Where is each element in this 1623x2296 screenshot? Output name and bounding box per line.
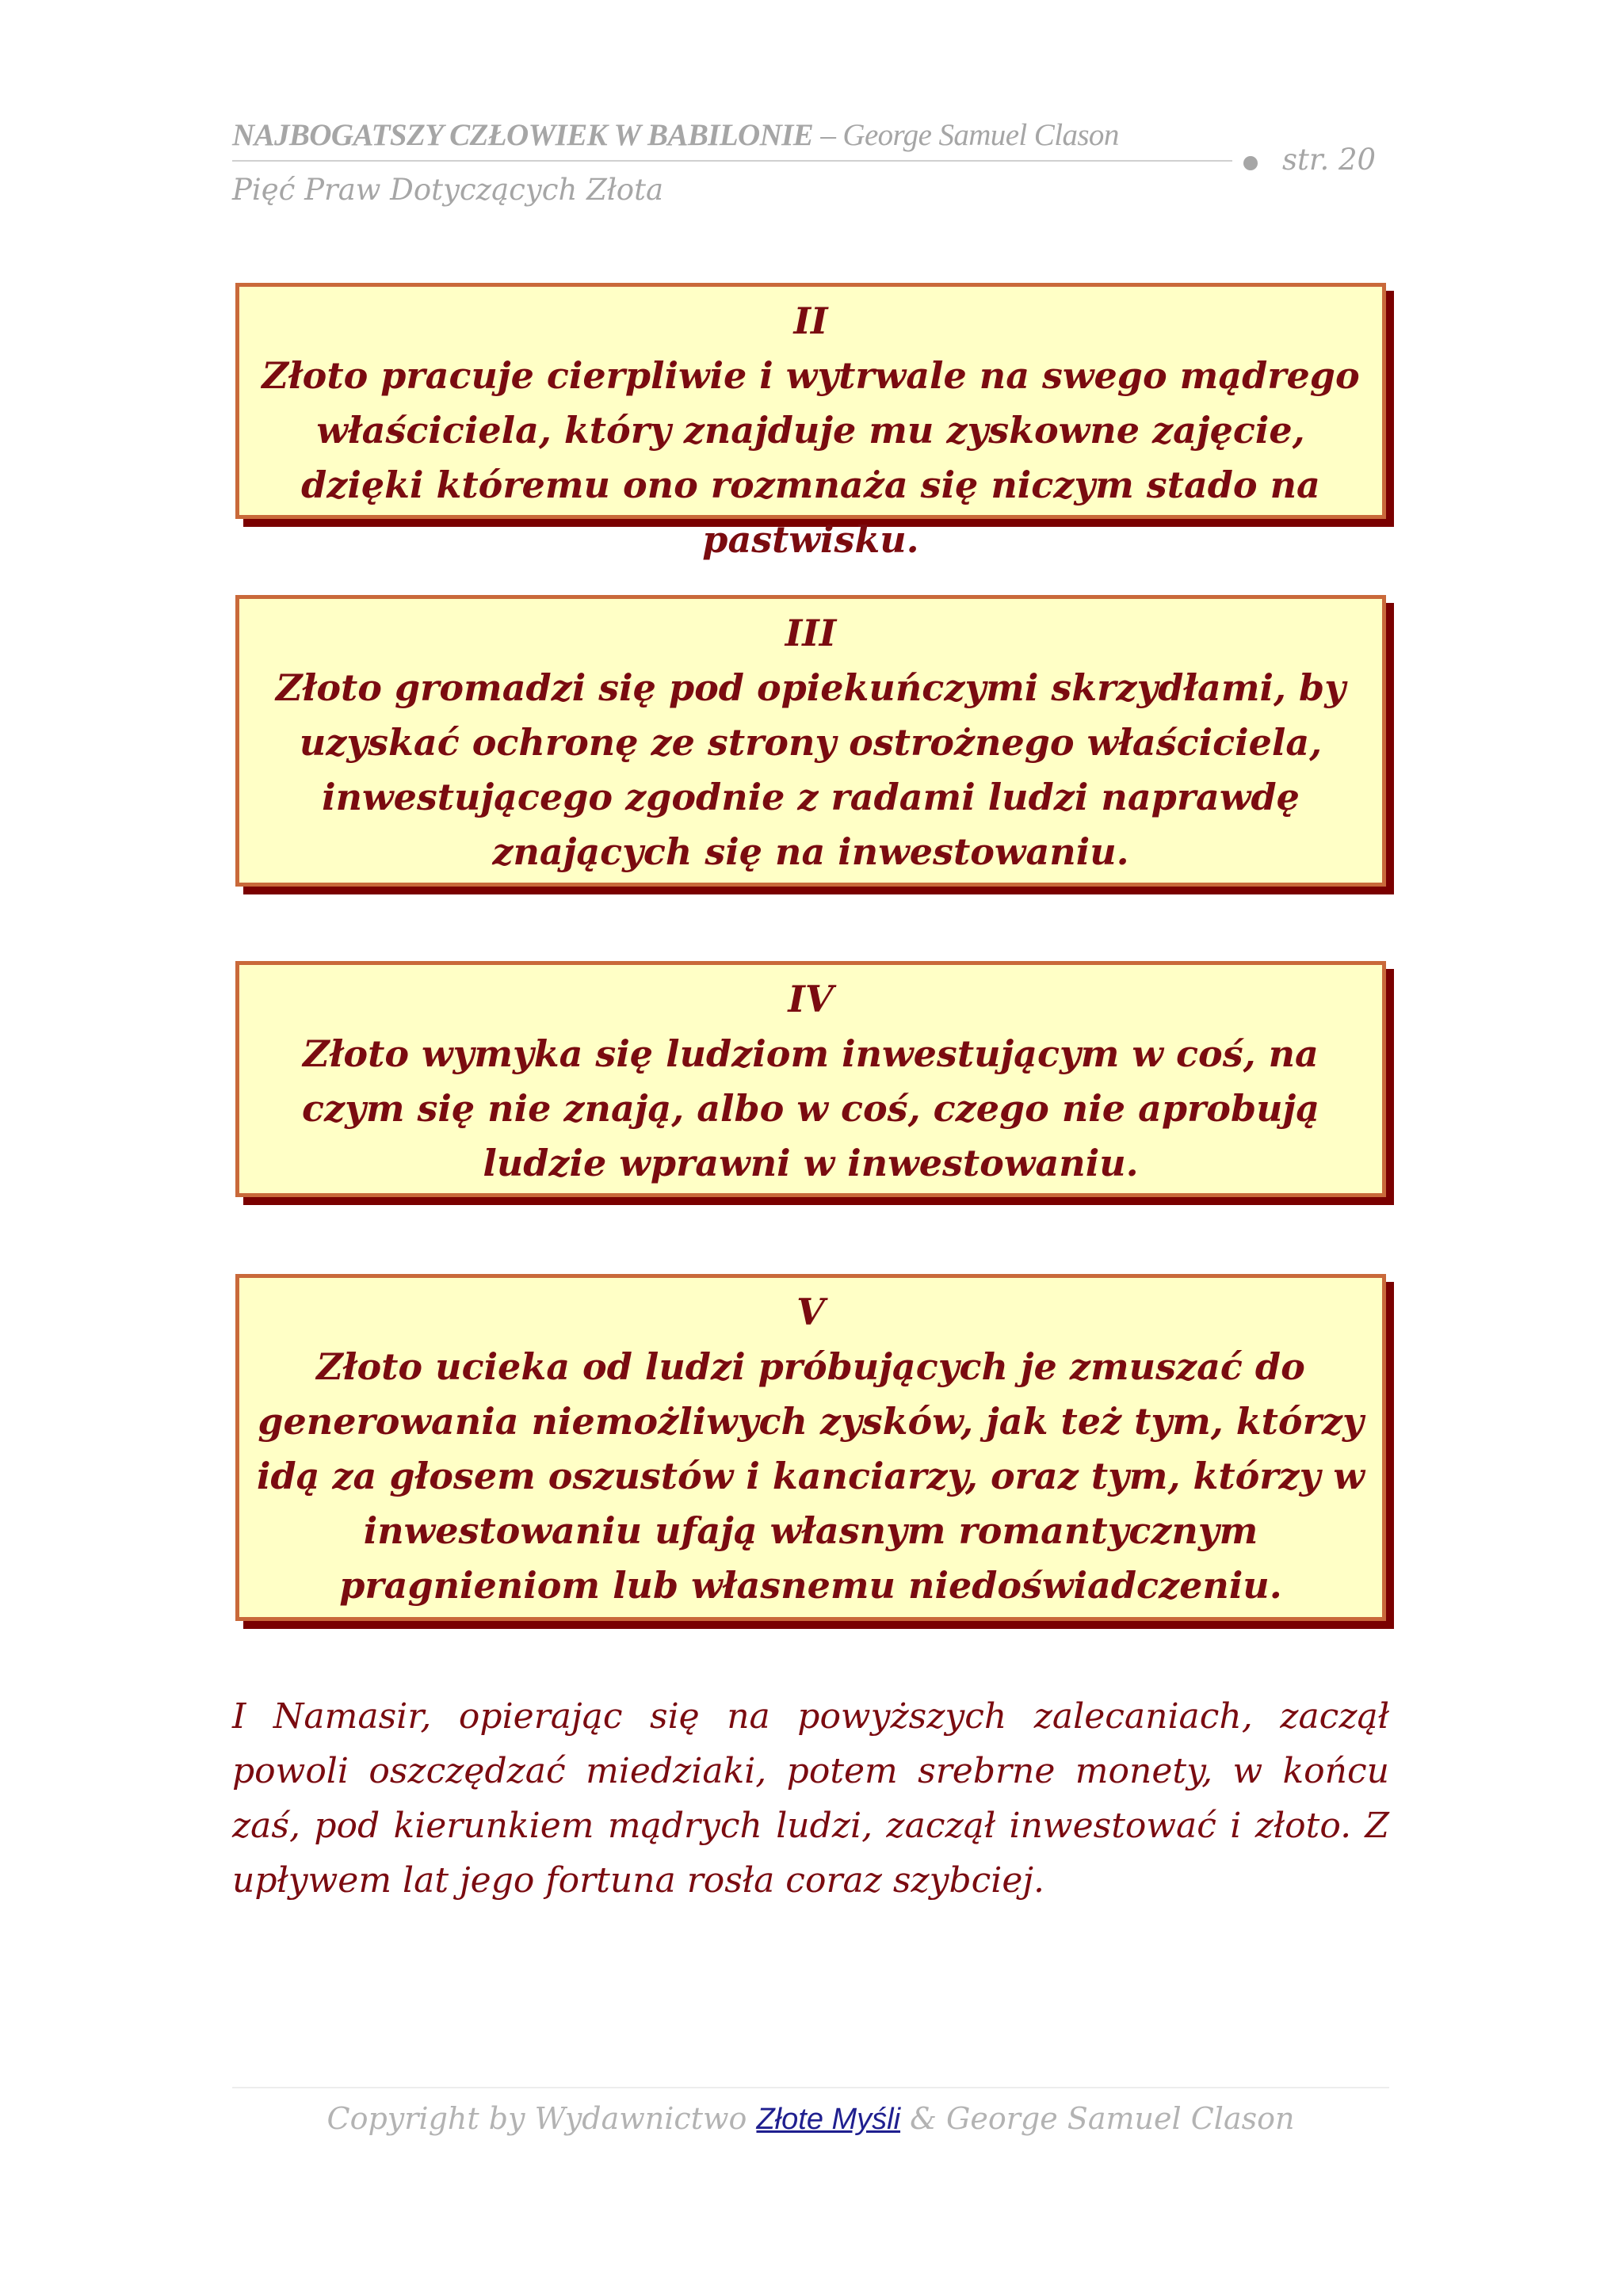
law-numeral: V <box>796 1291 825 1333</box>
law-box-4 <box>235 961 1386 1197</box>
header-divider <box>232 160 1232 162</box>
law-text: Złoto ucieka od ludzi próbujących je zmuszać do generowania niemożliwych zysków, jak też tym, którzy idą za głosem oszustów i kanciarzy, oraz tym, którzy w inwestowaniu ufają własnym romantycznym pragnieniom lub własnemu niedoświadczeniu. <box>256 1345 1365 1607</box>
page-footer <box>232 2101 1389 2137</box>
law-numeral: III <box>785 612 837 654</box>
law-text: Złoto gromadzi się pod opiekuńczymi skrzydłami, by uzyskać ochronę ze strony ostrożnego właściciela, inwestującego zgodnie z radami ludzi naprawdę znających się na inwestowaniu. <box>276 666 1346 873</box>
book-author: George Samuel Clason <box>842 118 1119 152</box>
law-box-5 <box>235 1274 1386 1621</box>
bullet-icon <box>1243 156 1258 170</box>
law-box-3 <box>235 595 1386 887</box>
copyright-prefix: Copyright by Wydawnictwo <box>327 2101 757 2136</box>
law-numeral: IV <box>788 978 834 1020</box>
law-box-2 <box>235 283 1386 561</box>
copyright-suffix: & George Samuel Clason <box>900 2101 1295 2136</box>
header-title-line <box>232 117 1119 153</box>
law-numeral: II <box>793 299 828 342</box>
title-separator: – <box>813 118 843 152</box>
book-title: NAJBOGATSZY CZŁOWIEK W BABILONIE <box>232 118 814 152</box>
page-number: str. 20 <box>1282 143 1377 177</box>
body-paragraph: I Namasir, opierając się na powyższych zalecaniach, zaczął powoli oszczędzać miedziaki, potem srebrne monety, w końcu zaś, pod kierunkiem mądrych ludzi, zaczął inwestować i złoto. Z upływem lat jego fortuna rosła coraz szybciej. <box>232 1696 1389 1901</box>
chapter-title: Pięć Praw Dotyczących Złota <box>232 173 664 207</box>
page-header <box>232 111 1389 214</box>
law-text: Złoto pracuje cierpliwie i wytrwale na swego mądrego właściciela, który znajduje mu zyskowne zajęcie, dzięki któremu ono rozmnaża się niczym stado na pastwisku. <box>262 354 1360 561</box>
law-text: Złoto wymyka się ludziom inwestującym w coś, na czym się nie znają, albo w coś, czego nie aprobują ludzie wprawni w inwestowaniu. <box>301 1032 1320 1184</box>
publisher-link[interactable]: Złote Myśli <box>756 2103 901 2136</box>
footer-divider <box>232 2087 1389 2088</box>
